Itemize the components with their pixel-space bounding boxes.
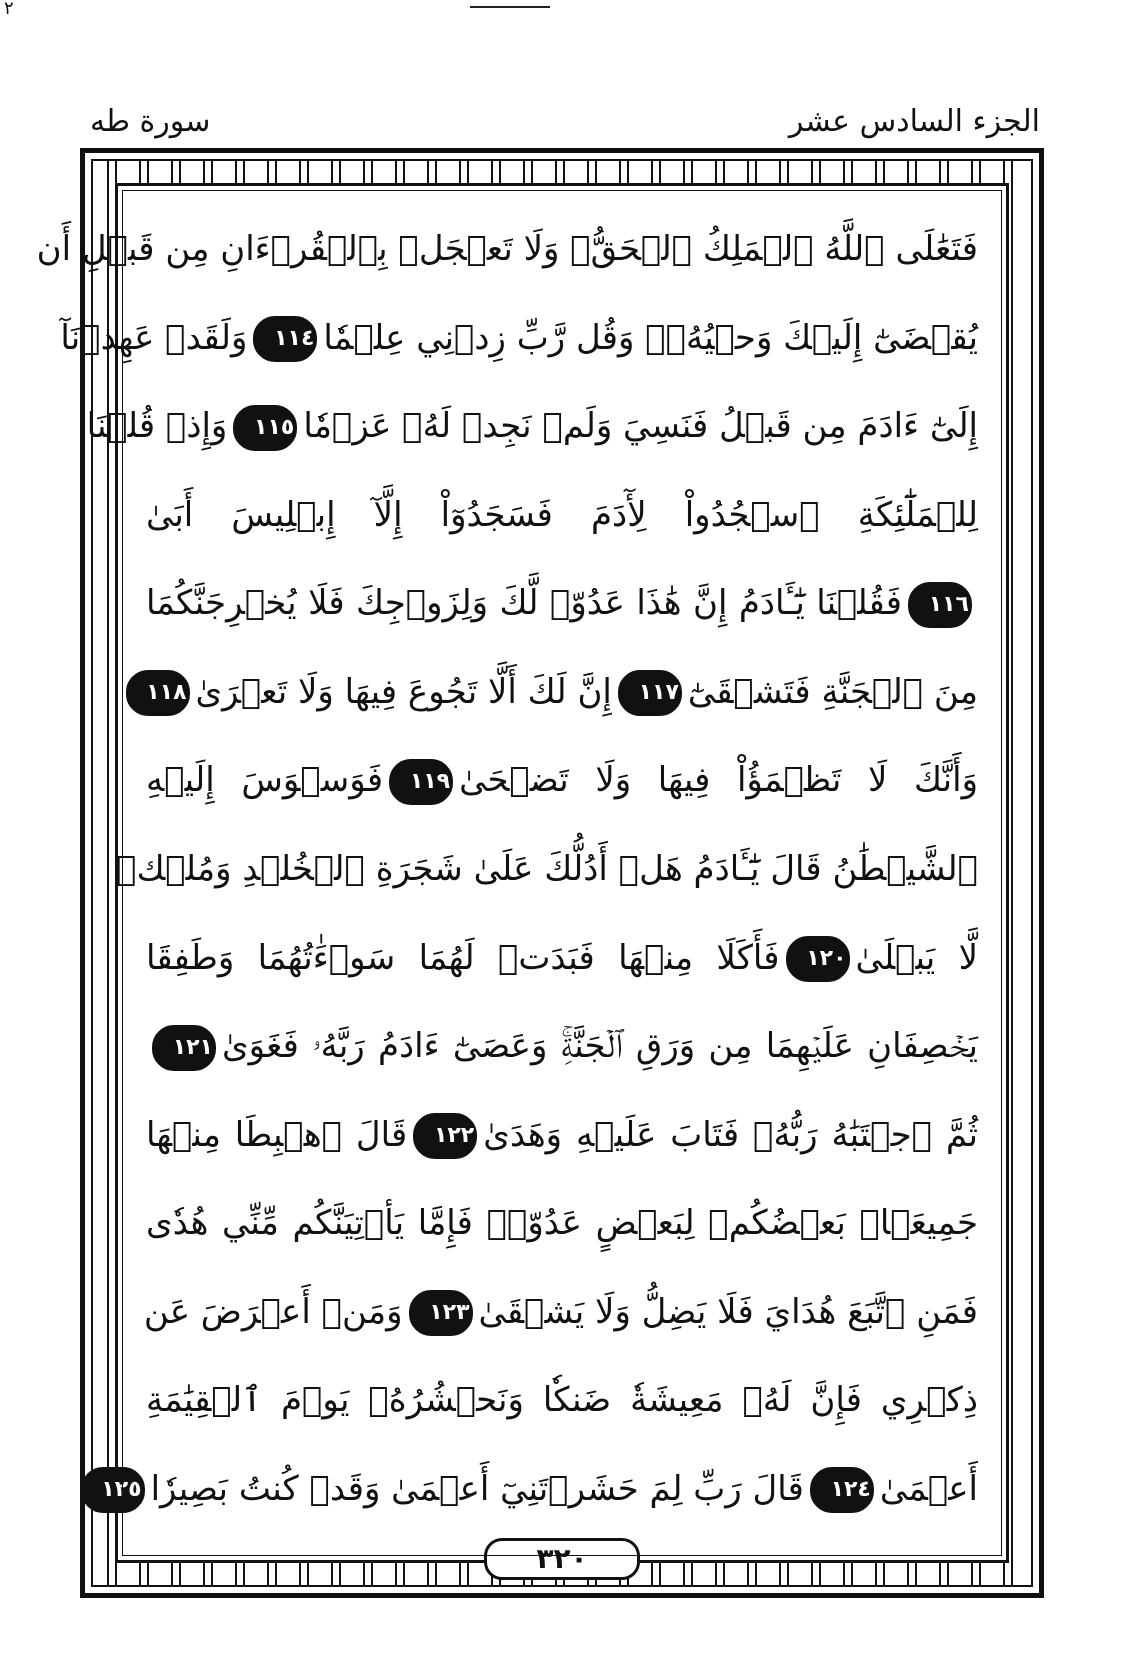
text-line — [36, 214, 978, 284]
text-panel — [36, 183, 1009, 1575]
top-rule — [470, 6, 550, 8]
verse-text: وَلَقَدۡ عَهِدۡنَآ — [60, 317, 248, 358]
verse-text: فَقُلۡنَا يَٰٓـَٔادَمُ إِنَّ هَٰذَا عَدُوّٞ لَّكَ وَلِزَوۡجِكَ فَلَا يُخۡرِجَنَّكُمَا — [146, 583, 902, 624]
verse-text: إِلَىٰٓ ءَادَمَ مِن قَبۡلُ فَنَسِيَ وَلَمۡ نَجِدۡ لَهُۥ عَزۡمٗا — [303, 406, 978, 447]
text-line — [60, 303, 978, 373]
ayah-number-marker: ١١٤ — [253, 316, 317, 362]
verse-text: يُقۡضَىٰٓ إِلَيۡكَ وَحۡيُهُۥۖ وَقُل رَّبِّ زِدۡنِي عِلۡمٗا — [323, 317, 978, 358]
text-line — [86, 391, 978, 461]
verse-text: جَمِيعَۢاۖ بَعۡضُكُمۡ لِبَعۡضٍ عَدُوّٞۖ فَإِمَّا يَأۡتِيَنَّكُم مِّنِّي هُدٗى — [146, 1203, 978, 1244]
text-line — [146, 480, 978, 550]
verse-text: فَوَسۡوَسَ إِلَيۡهِ — [146, 760, 384, 801]
page-frame — [36, 148, 1044, 1598]
verse-text: مِنَ ٱلۡجَنَّةِ فَتَشۡقَىٰٓ — [687, 671, 978, 712]
verse-text: وَأَنَّكَ لَا تَظۡمَؤُاْ فِيهَا وَلَا تَضۡحَىٰ — [459, 760, 978, 801]
ayah-number-marker: ١١٨ — [126, 670, 190, 716]
text-line — [143, 1277, 978, 1347]
verse-text: يَخۡصِفَانِ عَلَيۡهِمَا مِن وَرَقِ ٱلۡجَنَّةِۚ وَعَصَىٰٓ ءَادَمُ رَبَّهُۥ فَغَوَىٰ — [222, 1026, 978, 1067]
ayah-number-marker: ١٢٤ — [810, 1467, 874, 1513]
verse-text: فَتَعَٰلَى ٱللَّهُ ٱلۡمَلِكُ ٱلۡحَقُّۗ وَلَا تَعۡجَلۡ بِٱلۡقُرۡءَانِ مِن قَبۡلِ أَن — [36, 229, 978, 269]
verse-text: فَأَكَلَا مِنۡهَا فَبَدَتۡ لَهُمَا سَوۡءَٰتُهُمَا وَطَفِقَا — [146, 937, 780, 978]
ayah-number-marker: ١٢١ — [152, 1025, 216, 1071]
verse-text: ٱلشَّيۡطَٰنُ قَالَ يَٰٓـَٔادَمُ هَلۡ أَدُلُّكَ عَلَىٰ شَجَرَةِ ٱلۡخُلۡدِ وَمُلۡكٖ — [116, 848, 978, 889]
text-line — [146, 568, 978, 638]
verse-text: قَالَ ٱهۡبِطَا مِنۡهَا — [146, 1114, 408, 1155]
page-header — [80, 98, 1040, 152]
ayah-number-marker: ١٢٠ — [786, 936, 850, 982]
verse-text: قَالَ رَبِّ لِمَ حَشَرۡتَنِيٓ أَعۡمَىٰ وَقَدۡ كُنتُ بَصِيرٗا — [150, 1468, 804, 1509]
verse-text: وَمَنۡ أَعۡرَضَ عَن — [143, 1291, 403, 1332]
ayah-number-marker: ١٢٥ — [81, 1467, 145, 1513]
verse-text: إِنَّ لَكَ أَلَّا تَجُوعَ فِيهَا وَلَا تَعۡرَىٰ — [195, 671, 612, 712]
verse-text: وَإِذۡ قُلۡنَا — [86, 406, 228, 447]
verse-text: لِلۡمَلَٰٓئِكَةِ ٱسۡجُدُواْ لِأٓدَمَ فَسَجَدُوٓاْ إِلَّآ إِبۡلِيسَ أَبَىٰ — [146, 494, 978, 535]
ayah-number-marker: ١٢٢ — [413, 1113, 477, 1159]
text-line — [116, 834, 978, 904]
ayah-number-marker: ١١٥ — [233, 405, 297, 451]
juz-title: الجزء السادس عشر — [788, 104, 1040, 139]
ayah-number-marker: ١١٧ — [618, 670, 682, 716]
ayah-number-marker: ١٢٣ — [409, 1290, 473, 1336]
text-line — [146, 657, 978, 727]
verse-text: ذِكۡرِي فَإِنَّ لَهُۥ مَعِيشَةٗ ضَنكٗا وَنَحۡشُرُهُۥ يَوۡمَ ٱلۡقِيَٰمَةِ — [146, 1380, 978, 1421]
quran-text — [36, 214, 978, 1524]
text-line — [146, 1100, 978, 1170]
ayah-number-marker: ١١٦ — [908, 582, 972, 628]
verse-text: أَعۡمَىٰ — [879, 1468, 978, 1509]
verse-text: فَمَنِ ٱتَّبَعَ هُدَايَ فَلَا يَضِلُّ وَلَا يَشۡقَىٰ — [478, 1291, 978, 1332]
verse-text: لَّا يَبۡلَىٰ — [855, 937, 978, 978]
text-line — [146, 745, 978, 815]
text-line — [146, 923, 978, 993]
text-line — [146, 1365, 978, 1435]
text-line — [146, 1011, 978, 1081]
ayah-number-marker: ١١٩ — [389, 759, 453, 805]
corner-mark: ٢ — [4, 0, 14, 19]
page-number: ٣٢٠ — [484, 1538, 640, 1580]
surah-title: سورة طه — [90, 104, 211, 139]
text-line — [101, 1454, 978, 1524]
verse-text: ثُمَّ ٱجۡتَبَٰهُ رَبُّهُۥ فَتَابَ عَلَيۡهِ وَهَدَىٰ — [483, 1114, 978, 1155]
text-line — [146, 1188, 978, 1258]
